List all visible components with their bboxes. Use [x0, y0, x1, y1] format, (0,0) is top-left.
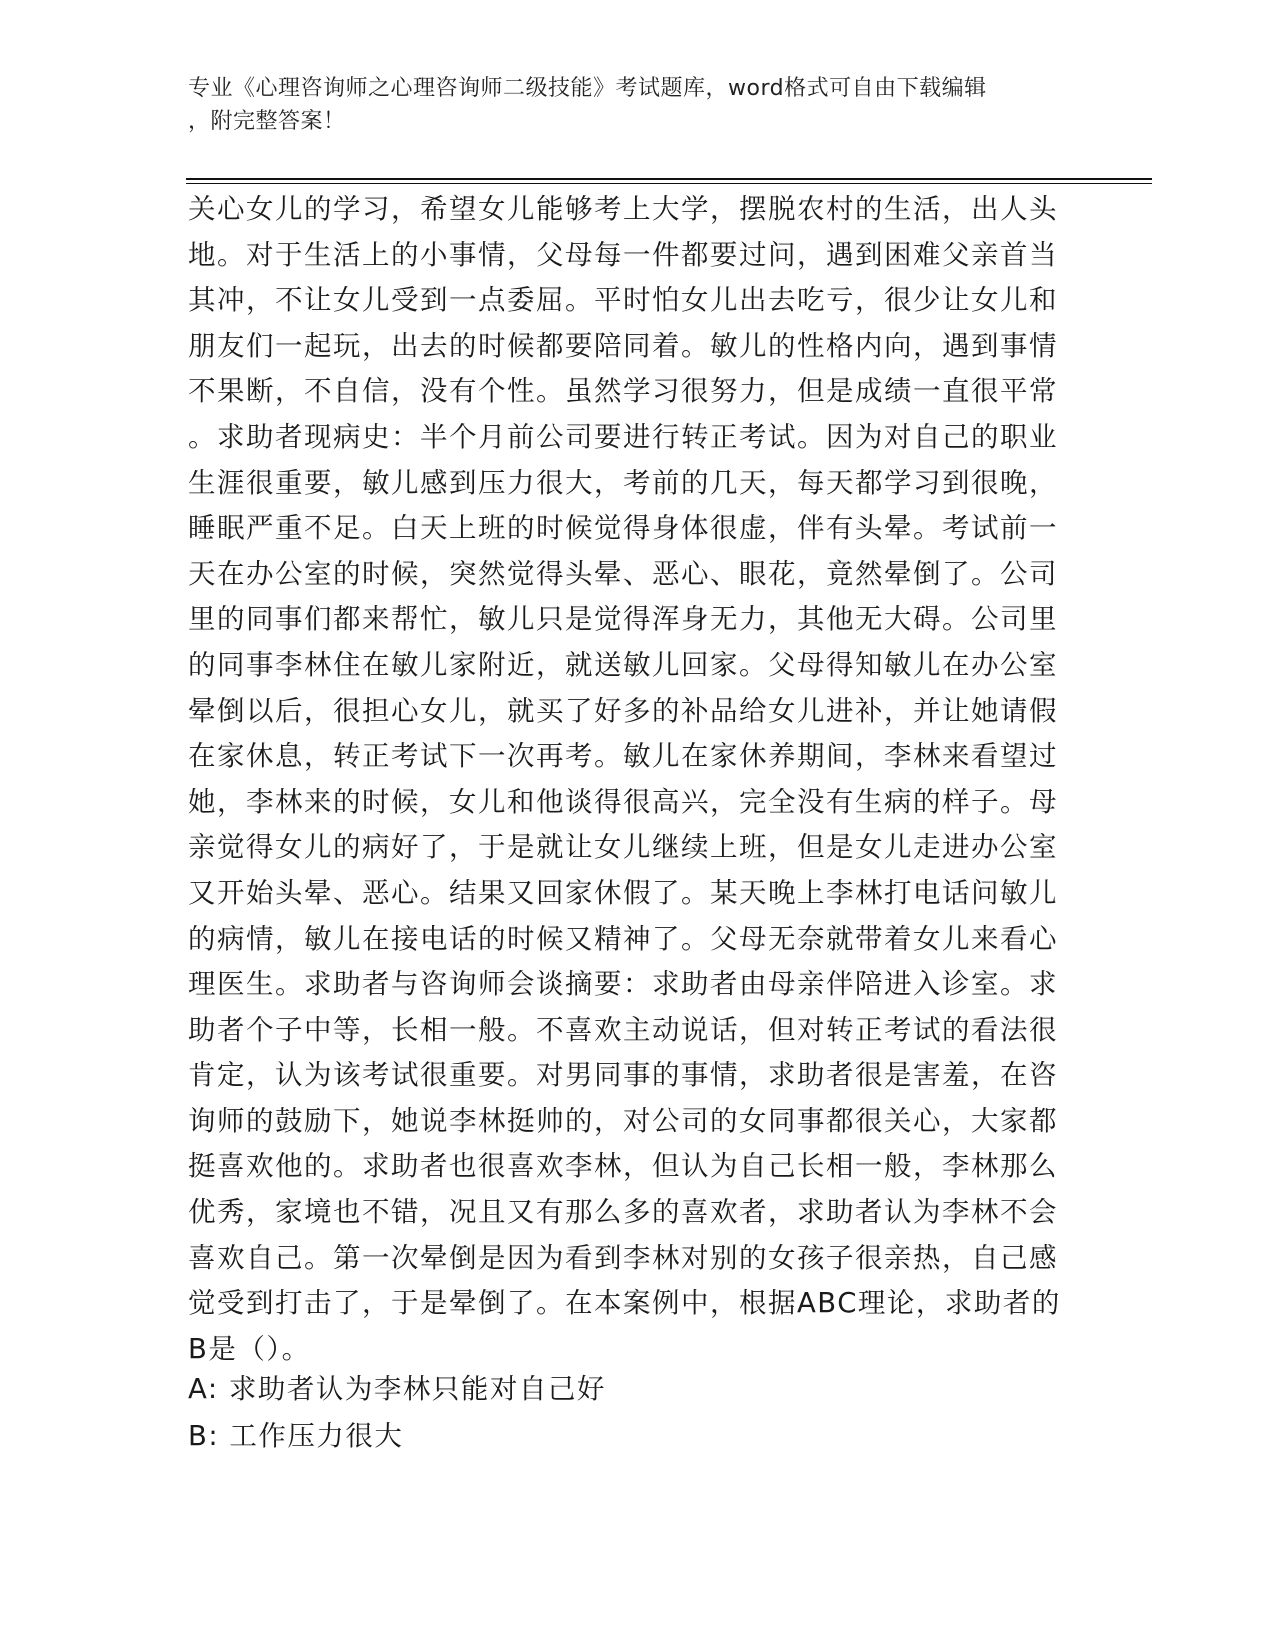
text-line: 朋友们一起玩，出去的时候都要陪同着。敏儿的性格内向，遇到事情 — [188, 329, 1058, 362]
text-line: 不果断，不自信，没有个性。虽然学习很努力，但是成绩一直很平常 — [188, 375, 1058, 408]
text-line: 她，李林来的时候，女儿和他谈得很高兴，完全没有生病的样子。母 — [188, 785, 1058, 818]
text-line: 亲觉得女儿的病好了，于是就让女儿继续上班，但是女儿走进办公室 — [188, 831, 1058, 864]
text-line: B是（）。 — [188, 1332, 311, 1365]
header-divider-thin — [186, 183, 1152, 184]
text-line: 关心女儿的学习，希望女儿能够考上大学，摆脱农村的生活，出人头 — [188, 193, 1058, 225]
option-a: A: 求助者认为李林只能对自己好 — [188, 1373, 606, 1405]
header-line: ，附完整答案！ — [188, 109, 346, 134]
text-line: 睡眠严重不足。白天上班的时候觉得身体很虚，伴有头晕。考试前一 — [188, 512, 1058, 545]
text-line: 地。对于生活上的小事情，父母每一件都要过问，遇到困难父亲首当 — [188, 238, 1058, 271]
text-line: 理医生。求助者与咨询师会谈摘要：求助者由母亲伴陪进入诊室。求 — [188, 968, 1058, 1001]
text-line: 喜欢自己。第一次晕倒是因为看到李林对别的女孩子很亲热，自己感 — [188, 1241, 1058, 1274]
text-line: 的病情，敏儿在接电话的时候又精神了。父母无奈就带着女儿来看心 — [188, 922, 1058, 955]
text-line: 其冲，不让女儿受到一点委屈。平时怕女儿出去吃亏，很少让女儿和 — [188, 284, 1058, 317]
answer-options — [188, 1366, 1068, 1460]
text-line: 优秀，家境也不错，况且又有那么多的喜欢者，求助者认为李林不会 — [188, 1196, 1058, 1229]
text-line: 又开始头晕、恶心。结果又回家休假了。某天晚上李林打电话问敏儿 — [188, 876, 1058, 909]
text-line: 肯定，认为该考试很重要。对男同事的事情，求助者很是害羞，在咨 — [188, 1059, 1058, 1092]
text-line: 的同事李林住在敏儿家附近，就送敏儿回家。父母得知敏儿在办公室 — [188, 648, 1058, 681]
header-divider-thick — [186, 178, 1152, 180]
option-b: B: 工作压力很大 — [188, 1420, 404, 1452]
text-line: 生涯很重要，敏儿感到压力很大，考前的几天，每天都学习到很晚， — [188, 466, 1058, 499]
question-text — [188, 187, 1068, 1372]
text-line: 在家休息，转正考试下一次再考。敏儿在家休养期间，李林来看望过 — [188, 740, 1058, 773]
text-line: 晕倒以后，很担心女儿，就买了好多的补品给女儿进补，并让她请假 — [188, 694, 1058, 727]
page-header — [188, 72, 1068, 138]
text-line: 天在办公室的时候，突然觉得头晕、恶心、眼花，竟然晕倒了。公司 — [188, 557, 1058, 590]
text-line: 询师的鼓励下，她说李林挺帅的，对公司的女同事都很关心，大家都 — [188, 1104, 1058, 1137]
text-line: 。求助者现病史：半个月前公司要进行转正考试。因为对自己的职业 — [188, 420, 1058, 453]
text-line: 助者个子中等，长相一般。不喜欢主动说话，但对转正考试的看法很 — [188, 1013, 1058, 1046]
text-line: 觉受到打击了，于是晕倒了。在本案例中，根据ABC理论，求助者的 — [188, 1287, 1061, 1320]
text-line: 里的同事们都来帮忙，敏儿只是觉得浑身无力，其他无大碍。公司里 — [188, 603, 1058, 636]
header-line: 专业《心理咨询师之心理咨询师二级技能》考试题库，word格式可自由下载编辑 — [188, 76, 987, 101]
text-line: 挺喜欢他的。求助者也很喜欢李林，但认为自己长相一般，李林那么 — [188, 1150, 1058, 1183]
